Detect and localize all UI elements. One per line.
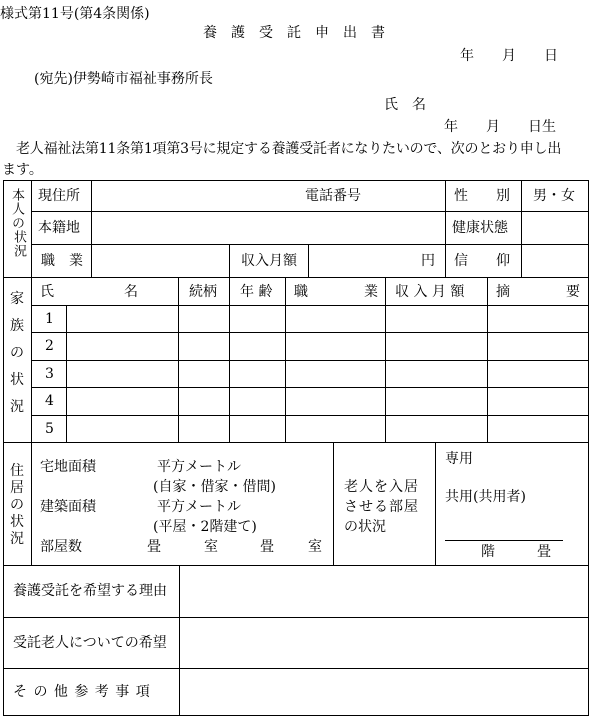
elder-room-label-2: させる部屋: [344, 499, 419, 515]
family-label-char: の: [10, 345, 24, 362]
family-label-char: 状: [10, 372, 24, 389]
rooms-tatami-2: 畳: [260, 539, 274, 555]
form-number: 様式第11号(第4条関係): [0, 6, 150, 22]
sex-label: 性 別: [454, 188, 510, 204]
rooms-label: 部屋数: [40, 539, 82, 555]
family-row-number: 3: [45, 366, 54, 382]
family-section-label: [10, 292, 24, 416]
col-header-age: 年 齢: [240, 284, 273, 300]
land-area-label: 宅地面積: [40, 459, 96, 475]
housing-label-char: 居: [10, 480, 24, 497]
domicile-input[interactable]: [92, 212, 444, 243]
rooms-tatami-1: 畳: [147, 539, 161, 555]
family-row-number: 2: [45, 338, 54, 354]
applicant-name-label[interactable]: 氏 名: [384, 97, 426, 113]
birth-date-line[interactable]: 年 月 日生: [444, 119, 556, 135]
self-section-label: [9, 188, 23, 230]
building-area-label: 建築面積: [40, 499, 96, 515]
address-input[interactable]: [92, 181, 292, 211]
yen-label: 円: [421, 253, 435, 269]
self-section-label-2: [11, 230, 25, 258]
col-header-relation: 続柄: [189, 284, 217, 300]
self-label-part2: 状況: [11, 230, 27, 258]
family-row-number: 5: [45, 421, 54, 437]
application-form-table: [3, 180, 589, 716]
address-label: 現住所: [38, 188, 80, 204]
body-text-line2: ます。: [2, 162, 43, 178]
floor-label: 階: [481, 544, 495, 560]
floor-tatami-label: 畳: [537, 544, 551, 560]
rooms-room-1: 室: [204, 539, 218, 555]
floors-type[interactable]: (平屋・2階建て): [153, 519, 257, 535]
land-area-unit: 平方メートル: [157, 459, 241, 475]
domicile-label: 本籍地: [38, 220, 80, 236]
body-text-line1: 老人福祉法第11条第1項第3号に規定する養護受託者になりたいので、次のとおり申し出: [16, 141, 562, 157]
health-label: 健康状態: [452, 220, 508, 236]
family-label-char: 族: [10, 318, 24, 335]
other-notes-label: そ の 他 参 考 事 項: [13, 684, 151, 700]
job-input[interactable]: [92, 245, 228, 276]
other-notes-input[interactable]: [180, 669, 587, 714]
reason-input[interactable]: [180, 566, 587, 616]
family-row-number: 1: [45, 311, 54, 327]
col-header-income: 収 入 月 額: [395, 284, 465, 300]
col-header-note: 摘 要: [496, 284, 580, 300]
belief-label: 信 仰: [454, 253, 510, 269]
shared-room-option[interactable]: 共用(共用者): [445, 489, 526, 505]
date-line[interactable]: 年 月 日: [460, 48, 558, 64]
reason-label: 養護受託を希望する理由: [13, 583, 167, 599]
elder-room-label-3: の状況: [344, 519, 386, 535]
exclusive-room-option[interactable]: 専用: [445, 451, 473, 467]
col-header-job: 職 業: [294, 284, 378, 300]
wish-label: 受託老人についての希望: [13, 635, 167, 651]
job-label: 職 業: [41, 253, 83, 269]
elder-room-label-1: 老人を入居: [344, 479, 419, 495]
housing-label-char: 況: [10, 531, 24, 548]
health-input[interactable]: [522, 212, 587, 243]
phone-label: 電話番号: [305, 188, 361, 204]
sex-value[interactable]: 男・女: [533, 188, 575, 204]
ownership-type[interactable]: (自家・借家・借間): [153, 479, 276, 495]
self-label-part1: 本人の: [9, 188, 25, 230]
housing-label-char: 住: [10, 463, 24, 479]
building-area-unit: 平方メートル: [157, 499, 241, 515]
belief-input[interactable]: [522, 245, 587, 276]
family-row-number: 4: [45, 393, 54, 409]
housing-section-label: [10, 464, 24, 548]
family-label-char: 家: [10, 291, 24, 307]
rooms-room-2: 室: [308, 539, 322, 555]
housing-label-char: 状: [10, 514, 24, 531]
income-label: 収入月額: [241, 253, 297, 269]
col-header-name: 氏 名: [40, 284, 138, 300]
form-title: 養 護 受 託 申 出 書: [203, 25, 385, 41]
housing-label-char: の: [10, 497, 24, 514]
wish-input[interactable]: [180, 618, 587, 667]
addressee: (宛先)伊勢崎市福祉事務所長: [34, 71, 213, 87]
family-label-char: 況: [10, 399, 24, 416]
income-input[interactable]: [309, 245, 409, 276]
